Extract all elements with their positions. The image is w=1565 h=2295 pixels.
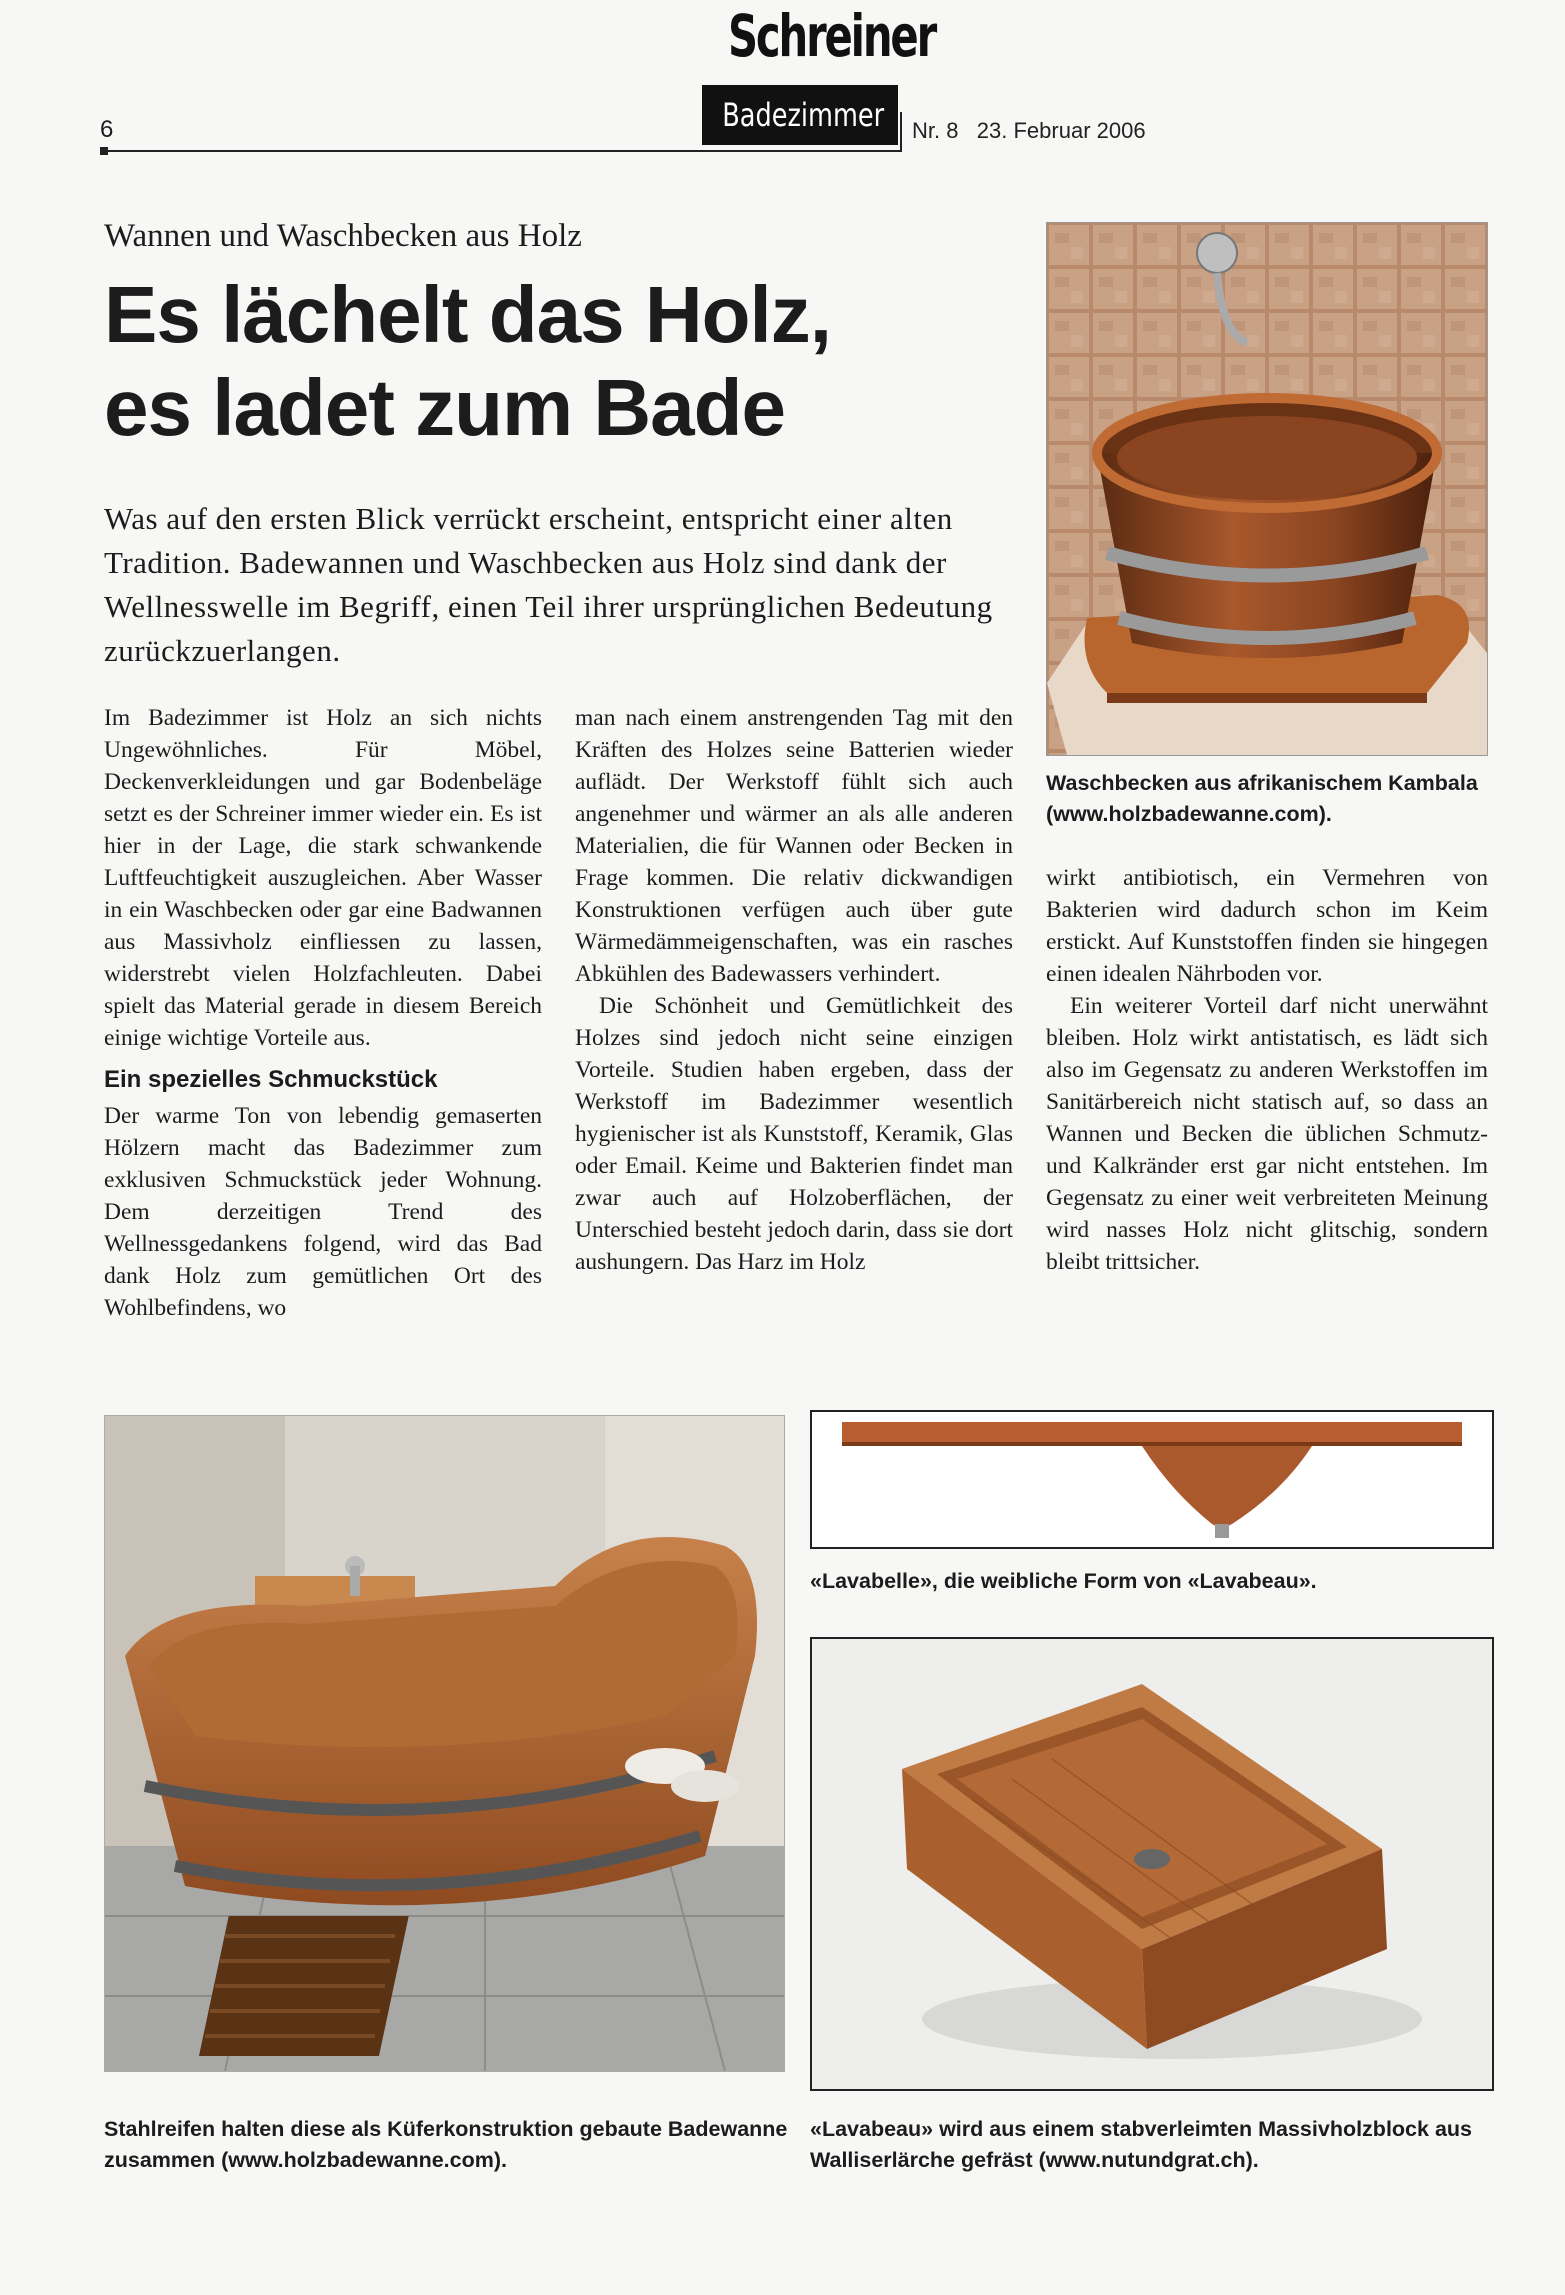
page-number: 6 — [100, 116, 114, 143]
lavabelle-photo — [810, 1410, 1494, 1549]
lavabeau-photo — [810, 1637, 1494, 2091]
column-3-paragraph-2: Ein weiterer Vorteil darf nicht unerwähnt bleiben. Holz wirkt antistatisch, es lädt sich also im Gegensatz zu anderen Werkstoffen im Sanitärbereich nicht statisch auf, so dass an Wannen und Becken die üblichen Schmutz- und Kalkränder erst gar nicht entstehen. Im Gegensatz zu einer weit verbreiteten Meinung wird nasses Holz nicht glitschig, sondern bleibt trittsicher. — [1046, 993, 1488, 1275]
column-2-paragraph-2: Die Schönheit und Gemütlichkeit des Holzes sind jedoch nicht seine einzigen Vorteile. Studien haben ergeben, dass der Werkstoff im Badezimmer wesentlich hygienischer ist als Kunststoff, Keramik, Glas oder Email. Keime und Bakterien findet man zwar auch auf Holzoberflächen, der Unterschied besteht jedoch darin, dass sie dort aushungern. Das Harz im Holz — [575, 993, 1013, 1275]
article-column-2 — [575, 702, 1013, 1278]
article-column-1 — [104, 702, 542, 1324]
header-rule-marker — [100, 147, 108, 155]
section-subheading: Ein spezielles Schmuckstück — [104, 1066, 438, 1093]
bathtub-photo — [104, 1415, 785, 2072]
headline-line-2: es ladet zum Bade — [104, 363, 786, 452]
magazine-logo-section — [702, 85, 898, 145]
article-lead: Was auf den ersten Blick verrückt erscheint, entspricht einer alten Tradition. Badewannen und Waschbecken aus Holz sind dank der Wellnesswelle im Begriff, einen Teil ihrer ursprünglichen Bedeutung zurückzuerlangen. — [104, 501, 993, 668]
column-3-paragraph-1: wirkt antibiotisch, ein Vermehren von Bakterien wird dadurch schon im Keim erstickt. Auf Kunststoffen finden sie hingegen einen idealen Nährboden vor. — [1046, 865, 1488, 987]
issue-divider — [900, 112, 902, 152]
header-rule — [100, 150, 900, 152]
magazine-logo-sub: Badezimmer — [722, 96, 885, 134]
caption-lavabelle: «Lavabelle», die weibliche Form von «Lavabeau». — [810, 1569, 1317, 1593]
washbasin-photo — [1046, 222, 1488, 756]
caption-bathtub: Stahlreifen halten diese als Küferkonstruktion gebaute Badewanne zusammen (www.holzbadewanne.com). — [104, 2117, 788, 2172]
headline-line-1: Es lächelt das Holz, — [104, 270, 831, 359]
article-column-3 — [1046, 862, 1488, 1278]
caption-washbasin: Waschbecken aus afrikanischem Kambala (www.holzbadewanne.com). — [1046, 771, 1478, 826]
column-2-paragraph-1: man nach einem anstrengenden Tag mit den Kräften des Holzes seine Batterien wieder auflädt. Der Werkstoff fühlt sich auch angenehmer und wärmer an als alle anderen Materialien, die für Wannen oder Becken in Frage kommen. Die relativ dickwandigen Konstruktionen verfügen auch über gute Wärmedämmeigenschaften, was ein rasches Abkühlen des Badewassers verhindert. — [575, 705, 1013, 987]
column-1-paragraph-2: Der warme Ton von lebendig gemaserten Hölzern macht das Badezimmer zum exklusiven Schmuckstück jeder Wohnung. Dem derzeitigen Trend des Wellnessgedankens folgend, wird das Bad dank Holz zum gemütlichen Ort des Wohlbefindens, wo — [104, 1103, 542, 1321]
column-1-paragraph-1: Im Badezimmer ist Holz an sich nichts Ungewöhnliches. Für Möbel, Deckenverkleidungen und gar Bodenbeläge setzt es der Schreiner immer wieder ein. Es ist hier in der Lage, die stark schwankende Luftfeuchtigkeit auszugleichen. Aber Wasser in ein Waschbecken oder gar eine Badwannen aus Massivholz einfliessen zu lassen, widerstrebt vielen Holzfachleuten. Dabei spielt das Material gerade in diesem Bereich einige wichtige Vorteile aus. — [104, 705, 542, 1051]
article-kicker: Wannen und Waschbecken aus Holz — [104, 218, 582, 254]
magazine-logo-word: Schreiner — [728, 2, 935, 70]
caption-lavabeau: «Lavabeau» wird aus einem stabverleimten Massivholzblock aus Walliserlärche gefräst (www.nutundgrat.ch). — [810, 2117, 1472, 2172]
article-headline — [104, 268, 1004, 454]
issue-date: Nr. 8 23. Februar 2006 — [912, 118, 1146, 143]
